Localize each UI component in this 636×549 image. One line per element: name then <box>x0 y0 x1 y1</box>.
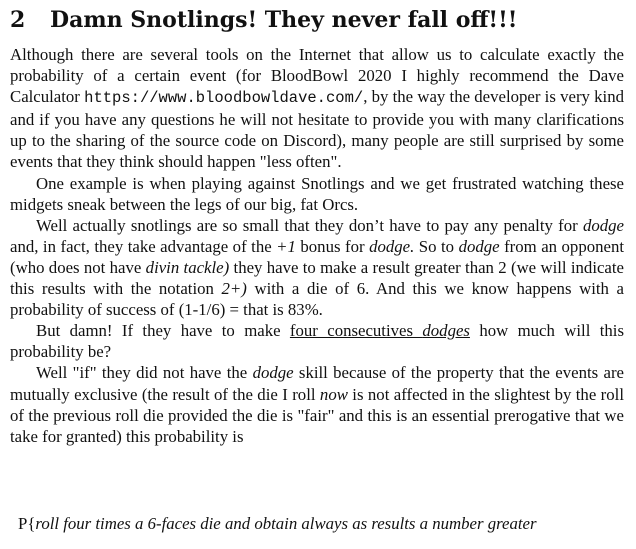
emphasis-dodge: dodge <box>582 215 624 235</box>
section-title: Damn Snotlings! They never fall off!!! <box>50 7 518 33</box>
formula-text: roll four times a 6-faces die and obtain always as results a number greater <box>35 514 537 533</box>
text-run: bonus for <box>295 236 370 256</box>
emphasis-divin-tackle: divin tackle) <box>145 257 230 277</box>
underlined-phrase: four consecutives <box>289 321 423 341</box>
probability-formula <box>18 513 536 534</box>
section-heading <box>10 8 517 32</box>
underlined-dodges: dodges <box>422 321 470 341</box>
text-run: with a die of 6. And this we know happens with a probability of success of (1-1/6) = that is 83%. <box>10 279 624 320</box>
text-run: how much will this probability be? <box>10 321 624 362</box>
emphasis-now: now <box>319 384 348 404</box>
emphasis-dodge: dodge <box>458 236 500 256</box>
paragraph-dodge-explanation <box>10 215 624 320</box>
text-run: from an opponent (who does not have <box>10 236 624 277</box>
paragraph-intro <box>10 44 624 173</box>
text-run: But damn! If they have to make <box>36 321 290 341</box>
formula-symbol: P <box>18 514 28 533</box>
text-run: One example is when playing against Snotlings and we get frustrated watching these midgets sneak between the legs of our big, fat Orcs. <box>10 173 624 214</box>
formula-brace: { <box>27 514 36 533</box>
emphasis-dodge: dodge. <box>369 236 415 256</box>
section-number: 2 <box>10 7 26 33</box>
paragraph-snotlings-example <box>10 173 624 215</box>
text-run: Although there are several tools on the Internet that allow us to calculate exactly the probability of a certain event (for BloodBowl 2020 I highly recommend the Dave Calculator <box>10 45 624 107</box>
text-run: So to <box>414 236 459 256</box>
emphasis-notation: 2+) <box>221 279 247 299</box>
calculator-url: https://www.bloodbowldave.com/ <box>84 89 364 108</box>
paragraph-probability <box>10 362 624 446</box>
section-body <box>10 44 624 447</box>
text-run: and, in fact, they take advantage of the <box>10 236 277 256</box>
emphasis-plus-one: +1 <box>276 236 296 256</box>
text-run: they have to make a result greater than 2 (we will indicate this results with the notation <box>10 257 624 299</box>
text-run: , by the way the developer is very kind and if you have any questions he will not hesitate to provide you with many clarifications up to the sharing of the source code on Discord), many people are still surprised by some events that they think should happen "less often". <box>10 87 624 172</box>
text-run: is not affected in the slightest by the roll of the previous roll die provided the die is "fair" and this is an essential prerogative that we take for granted) this probability is <box>10 384 624 446</box>
paragraph-question <box>10 320 624 362</box>
emphasis-dodge: dodge <box>252 363 294 383</box>
text-run: Well actually snotlings are so small that they don’t have to pay any penalty for <box>36 215 583 235</box>
text-run: Well "if" they did not have the <box>36 363 253 383</box>
text-run: skill because of the property that the events are mutually exclusive (the result of the die I roll <box>10 363 625 404</box>
